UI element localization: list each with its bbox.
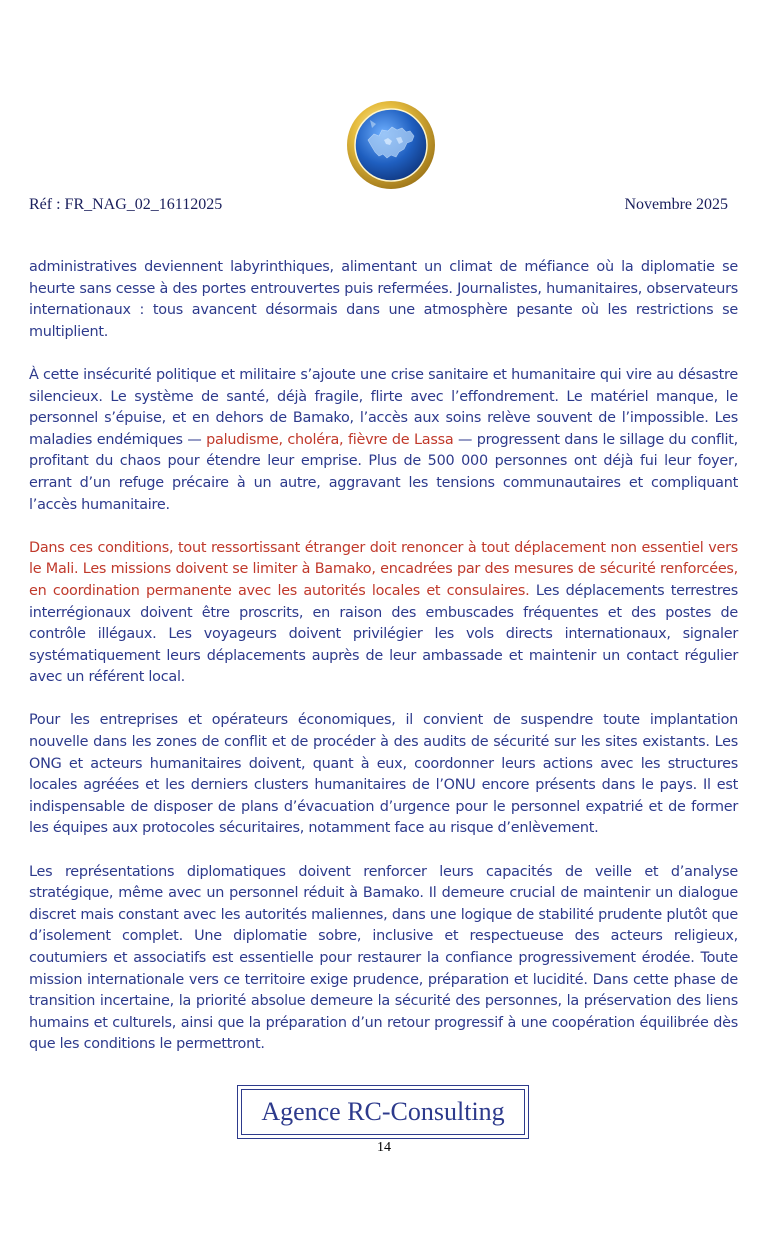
- paragraph-text: À cette insécurité politique et militaire s’ajoute une crise sanitaire et humanitaire qui vire au désastre silencieux. Le système de santé, déjà fragile, flirte avec l’effondrement. Le matériel manque, le personnel s’épuise, et en dehors de Bamako, l’accès aux soins relève souvent de l’impossible. Les maladies endémiques —: [29, 366, 738, 448]
- page-number: 14: [377, 1140, 391, 1155]
- paragraph-text: Les déplacements terrestres interrégionaux doivent être proscrits, en raison des embuscades fréquentes et des postes de contrôle illégaux. Les voyageurs doivent privilégier les vols directs internationaux, signaler systématiquement leurs déplacements auprès de leur ambassade et maintenir un contact régulier avec un référent local.: [29, 582, 738, 686]
- paragraph-text: — progressent dans le sillage du conflit, profitant du chaos pour étendre leur emprise. Plus de 500 000 personnes ont déjà fui leur foyer, errant d’un refuge précaire à un autre, aggravant les tensions communautaires et compliquant l’accès humanitaire.: [29, 431, 738, 513]
- highlighted-diseases: paludisme, choléra, fièvre de Lassa: [206, 431, 454, 448]
- paragraph: administratives deviennent labyrinthiques, alimentant un climat de méfiance où la diplomatie se heurte sans cesse à des portes entrouvertes puis refermées. Journalistes, humanitaires, observateurs internationaux : tous avancent désormais dans une atmosphère pesante où les restrictions se multiplient.: [29, 259, 738, 340]
- paragraph: [29, 538, 738, 689]
- paragraph: Pour les entreprises et opérateurs économiques, il convient de suspendre toute implantation nouvelle dans les zones de conflit et de procéder à des audits de sécurité sur les sites existants. Les ONG et acteurs humanitaires doivent, quant à eux, coordonner leurs actions avec les structures locales agréées et les derniers clusters humanitaires de l’ONU encore présents dans le pays. Il est indispensable de disposer de plans d’évacuation d’urgence pour le personnel expatrié et de former les équipes aux protocoles sécuritaires, notamment face au risque d’enlèvement.: [29, 712, 738, 837]
- body-text: [29, 257, 738, 1056]
- paragraph: Les représentations diplomatiques doivent renforcer leurs capacités de veille et d’analyse stratégique, même avec un personnel réduit à Bamako. Il demeure crucial de maintenir un dialogue discret mais constant avec les autorités maliennes, dans une logique de stabilité prudente plutôt que d’isolement complet. Une diplomatie sobre, inclusive et respectueuse des acteurs religieux, coutumiers et associatifs est essentielle pour restaurer la confiance progressivement érodée. Toute mission internationale vers ce territoire exige prudence, préparation et lucidité. Dans cette phase de transition incertaine, la priorité absolue demeure la sécurité des personnes, la préservation des liens humains et culturels, ainsi que la préparation d’un retour progressif à une coopération équilibrée dès que les conditions le permettront.: [29, 863, 738, 1053]
- document-reference: Réf : FR_NAG_02_16112025: [29, 196, 223, 213]
- highlighted-advice: Dans ces conditions, tout ressortissant étranger doit renoncer à tout déplacement non essentiel vers le Mali. Les missions doivent se limiter à Bamako, encadrées par des mesures de sécurité renforcées, en coordination permanente avec les autorités locales et consulaires.: [29, 539, 738, 599]
- paragraph: [29, 365, 738, 516]
- agency-name: Agence RC-Consulting: [261, 1097, 505, 1126]
- agency-footer-box: [237, 1085, 529, 1139]
- document-date: Novembre 2025: [624, 196, 728, 213]
- europe-map-medallion-icon: [346, 100, 436, 190]
